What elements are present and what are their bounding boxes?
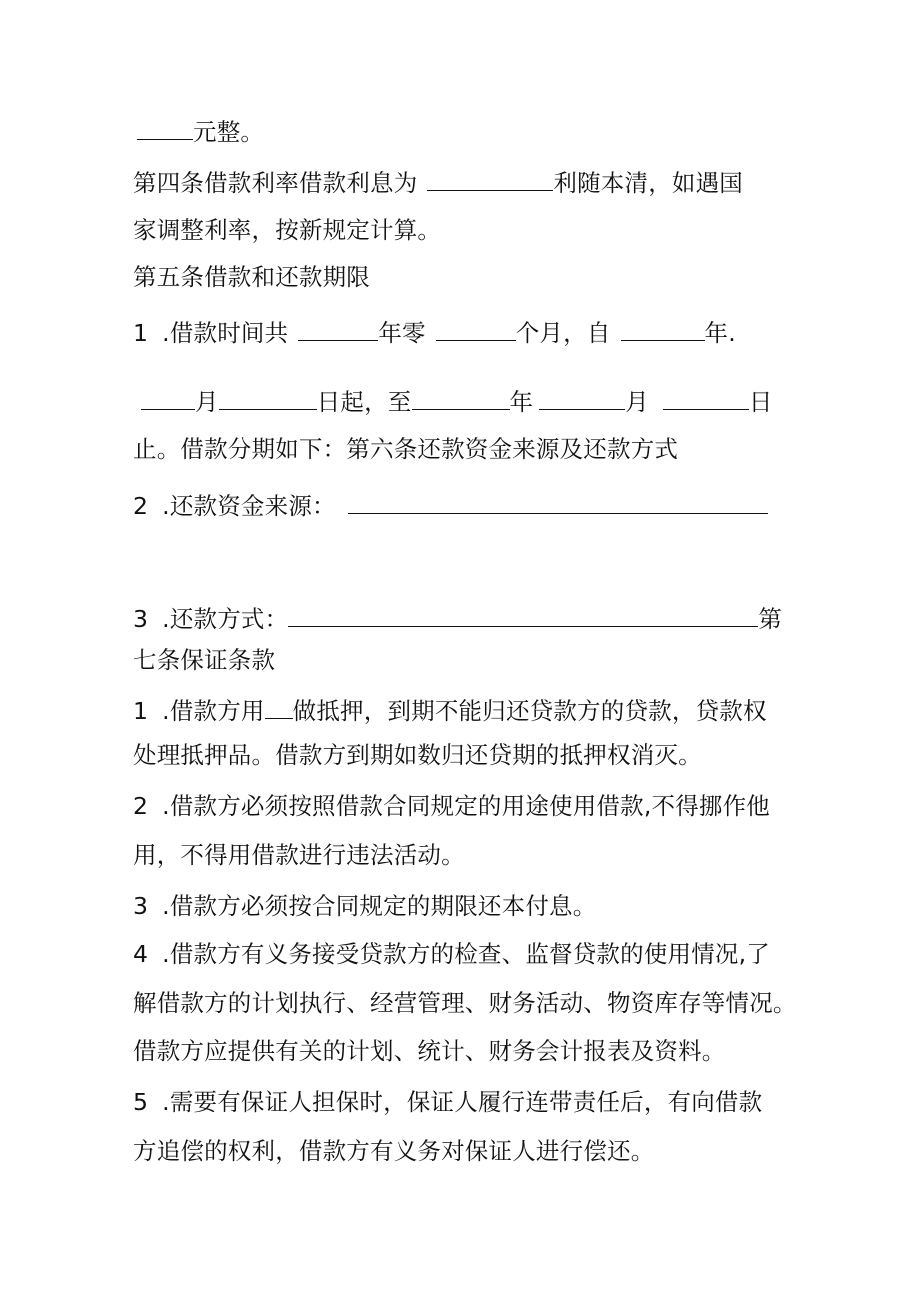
- paragraph-line: [133, 840, 465, 870]
- paragraph-line: [133, 1036, 726, 1066]
- item-number: 3: [133, 605, 149, 633]
- text-fragment: 做抵押，到期不能归还贷款方的贷款，贷款权: [292, 697, 767, 725]
- text-fragment: 年: [509, 388, 534, 416]
- repayment-method-line: [133, 604, 782, 634]
- paragraph-line: [133, 740, 702, 770]
- text-fragment: .借款方有义务接受贷款方的检查、监督贷款的使用情况,了: [162, 940, 770, 968]
- blank-field[interactable]: [141, 389, 195, 410]
- text-fragment: 年零: [378, 319, 426, 347]
- text-fragment: 方追偿的权利，借款方有义务对保证人进行偿还。: [133, 1137, 655, 1165]
- blank-field[interactable]: [663, 389, 749, 410]
- blank-field[interactable]: [137, 119, 193, 140]
- clause-line: [133, 1087, 762, 1117]
- item-number: 1: [133, 697, 149, 725]
- text-fragment: 个月，自: [515, 319, 611, 347]
- item-number: 3: [133, 892, 149, 920]
- repayment-source-line: [133, 491, 768, 521]
- clause-line: [133, 696, 767, 726]
- text-fragment: 止。借款分期如下：第六条还款资金来源及还款方式: [133, 435, 679, 463]
- blank-field[interactable]: [298, 320, 378, 341]
- text-fragment: .需要有保证人担保时，保证人履行连带责任后，有向借款: [162, 1088, 763, 1116]
- item-number: 2: [133, 492, 149, 520]
- text-fragment: 月: [195, 388, 219, 416]
- blank-field[interactable]: [412, 389, 510, 410]
- article-7-heading: [133, 645, 275, 675]
- text-fragment: .还款方式：: [162, 605, 289, 633]
- text-fragment: .借款时间共: [162, 319, 289, 347]
- blank-field[interactable]: [621, 320, 705, 341]
- text-fragment: .借款方用: [162, 697, 265, 725]
- item-number: 5: [133, 1088, 149, 1116]
- blank-field[interactable]: [219, 389, 317, 410]
- article-5-heading: [133, 262, 370, 292]
- blank-field[interactable]: [539, 389, 625, 410]
- blank-field[interactable]: [436, 320, 516, 341]
- text-fragment: 用，不得用借款进行违法活动。: [133, 841, 465, 869]
- item-number: 2: [133, 792, 149, 820]
- text-fragment: .还款资金来源：: [162, 492, 336, 520]
- text-fragment: 七条保证条款: [133, 646, 276, 674]
- text-fragment: 解借款方的计划执行、经营管理、财务活动、物资库存等情况。: [133, 989, 797, 1017]
- text-fragment: 第: [758, 605, 783, 633]
- blank-field[interactable]: [288, 606, 758, 627]
- text-fragment: 日: [748, 388, 773, 416]
- item-number: 4: [133, 940, 149, 968]
- blank-field[interactable]: [265, 698, 293, 719]
- blank-field[interactable]: [427, 170, 553, 191]
- text-fragment: 家调整利率，按新规定计算。: [133, 216, 442, 244]
- date-range-line: [141, 387, 773, 417]
- text-fragment: 第四条借款利率借款利息为: [133, 169, 418, 197]
- paragraph-line: [133, 215, 441, 245]
- clause-line: [133, 791, 770, 821]
- text-fragment: 第五条借款和还款期限: [133, 263, 370, 291]
- text-fragment: 借款方应提供有关的计划、统计、财务会计报表及资料。: [133, 1037, 726, 1065]
- text-fragment: .借款方必须按合同规定的期限还本付息。: [162, 892, 597, 920]
- text-fragment: 日起，至: [316, 388, 412, 416]
- paragraph-line: [133, 434, 678, 464]
- blank-field[interactable]: [348, 493, 768, 514]
- paragraph-line: [133, 988, 797, 1018]
- article-4-line: [133, 168, 743, 198]
- amount-line: [137, 117, 264, 147]
- item-number: 1: [133, 319, 149, 347]
- paragraph-line: [133, 1136, 654, 1166]
- text-fragment: 元整。: [193, 118, 265, 146]
- loan-period-line: [133, 318, 736, 348]
- text-fragment: .借款方必须按照借款合同规定的用途使用借款,不得挪作他: [162, 792, 770, 820]
- text-fragment: 处理抵押品。借款方到期如数归还贷期的抵押权消灭。: [133, 741, 702, 769]
- text-fragment: 月: [625, 388, 649, 416]
- text-fragment: 年.: [704, 319, 736, 347]
- clause-line: [133, 939, 770, 969]
- clause-line: [133, 891, 596, 921]
- text-fragment: 利随本清，如遇国: [553, 169, 744, 197]
